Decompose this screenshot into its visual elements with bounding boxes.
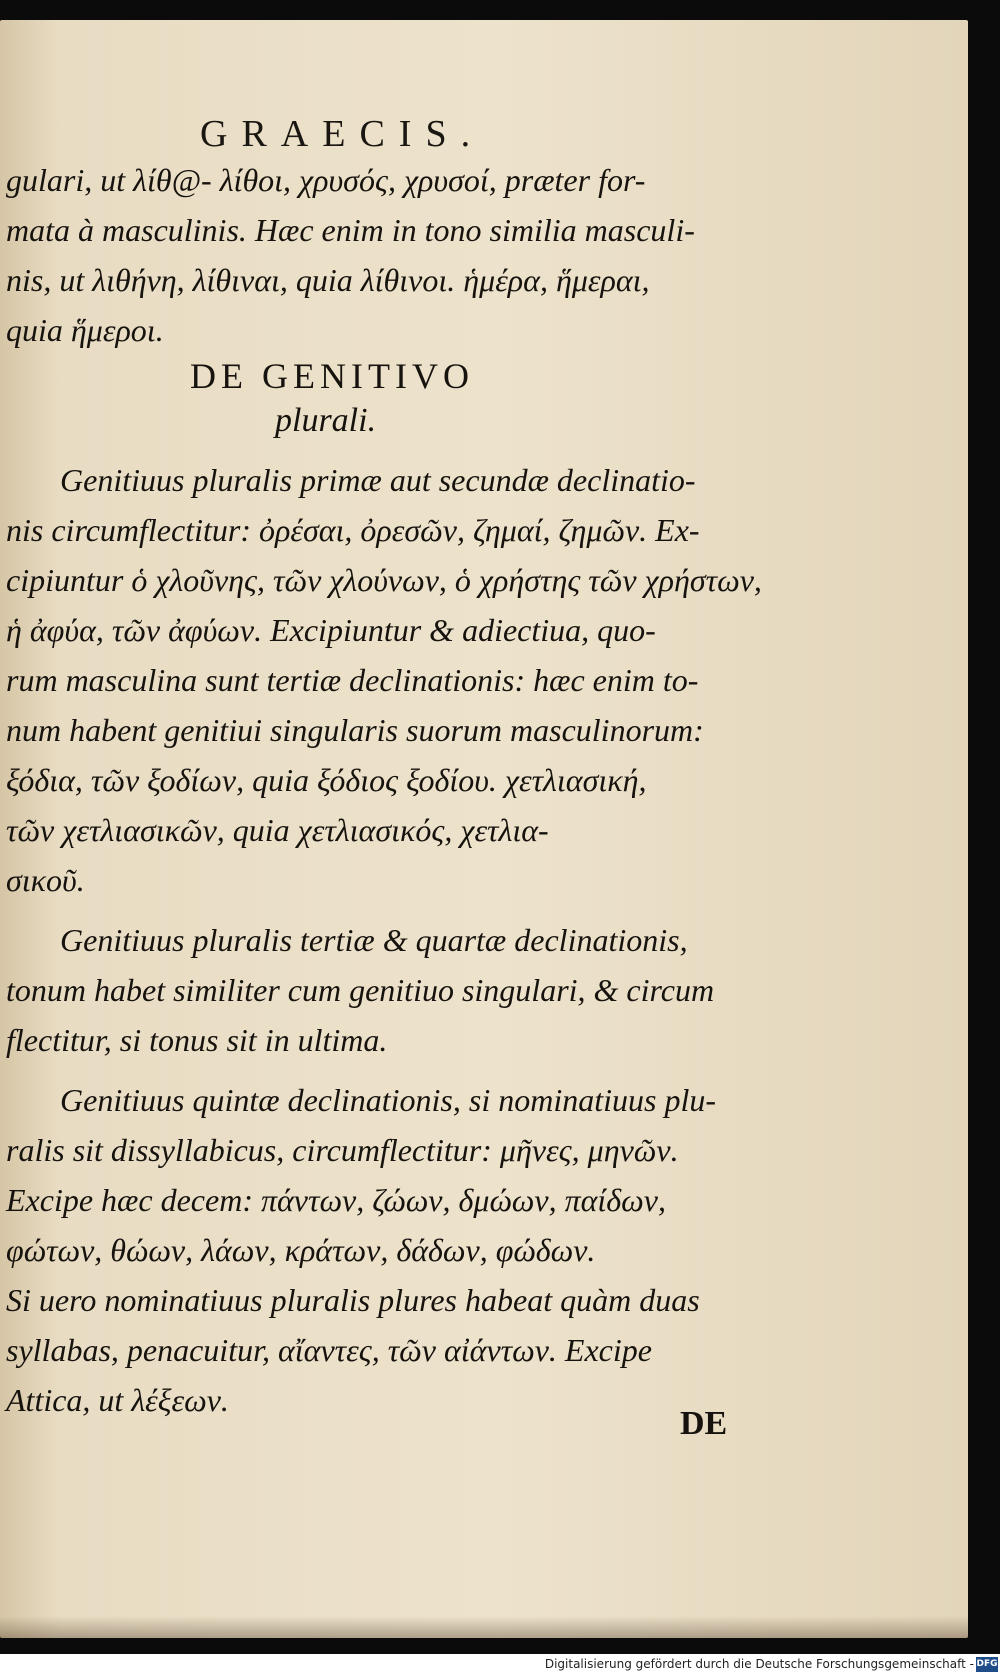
dfg-logo: DFG: [976, 1657, 998, 1672]
text-line: flectitur, si tonus sit in ultima.: [6, 1022, 388, 1058]
text-line: Excipe hæc decem: πάντων, ζώων, δμώων, παίδων,: [6, 1182, 666, 1218]
text-line: σικοῦ.: [6, 862, 85, 898]
text-line: φώτων, θώων, λάων, κράτων, δάδων, φώδων.: [6, 1232, 596, 1268]
text-line: mata à masculinis. Hæc enim in tono similia masculi-: [6, 212, 695, 248]
text-line: nis, ut λιθήνη, λίθιναι, quia λίθινοι. ἡμέρα, ἥμεραι,: [6, 262, 650, 298]
text-line: syllabas, penacuitur, αἴαντες, τῶν αἰάντων. Excipe: [6, 1332, 652, 1368]
text-line: rum masculina sunt tertiæ declinationis: hæc enim to-: [6, 662, 699, 698]
text-line: ralis sit dissyllabicus, circumflectitur: μῆνες, μηνῶν.: [6, 1132, 679, 1168]
footer-bar: [0, 1654, 1000, 1676]
text-line: ξόδια, τῶν ξοδίων, quia ξόδιος ξοδίου. χετλιασική,: [6, 762, 647, 798]
text-line: ἡ ἀφύα, τῶν ἀφύων. Excipiuntur & adiectiua, quo-: [6, 612, 656, 648]
text-line: Genitiuus pluralis tertiæ & quartæ declinationis,: [60, 922, 688, 958]
text-line: num habent genitiui singularis suorum masculinorum:: [6, 712, 704, 748]
text-line: Genitiuus quintæ declinationis, si nominatiuus plu-: [60, 1082, 716, 1118]
text-line: Genitiuus pluralis primæ aut secundæ declinatio-: [60, 462, 696, 498]
section-subheading: plurali.: [275, 402, 377, 439]
text-line: nis circumflectitur: ὀρέσαι, ὀρεσῶν, ζημαί, ζημῶν. Ex-: [6, 512, 700, 548]
text-line: gulari, ut λίθ@- λίθοι, χρυσός, χρυσοί, præter for-: [6, 162, 646, 198]
text-line: τῶν χετλιασικῶν, quia χετλιασικός, χετλια-: [6, 812, 549, 848]
section-heading: DE GENITIVO: [190, 356, 474, 396]
book-page: [0, 20, 968, 1638]
text-line: Attica, ut λέξεων.: [6, 1382, 229, 1418]
footer-credit: Digitalisierung gefördert durch die Deutsche Forschungsgemeinschaft -: [544, 1657, 974, 1671]
catchword: DE: [680, 1405, 728, 1442]
text-line: tonum habet similiter cum genitiuo singulari, & circum: [6, 972, 715, 1008]
running-head: GRAECIS.: [200, 113, 485, 155]
text-line: Si uero nominatiuus pluralis plures habeat quàm duas: [6, 1282, 700, 1318]
text-line: cipiuntur ὁ χλοῦνης, τῶν χλούνων, ὁ χρήστης τῶν χρήστων,: [6, 562, 762, 598]
text-line: quia ἥμεροι.: [6, 312, 164, 348]
